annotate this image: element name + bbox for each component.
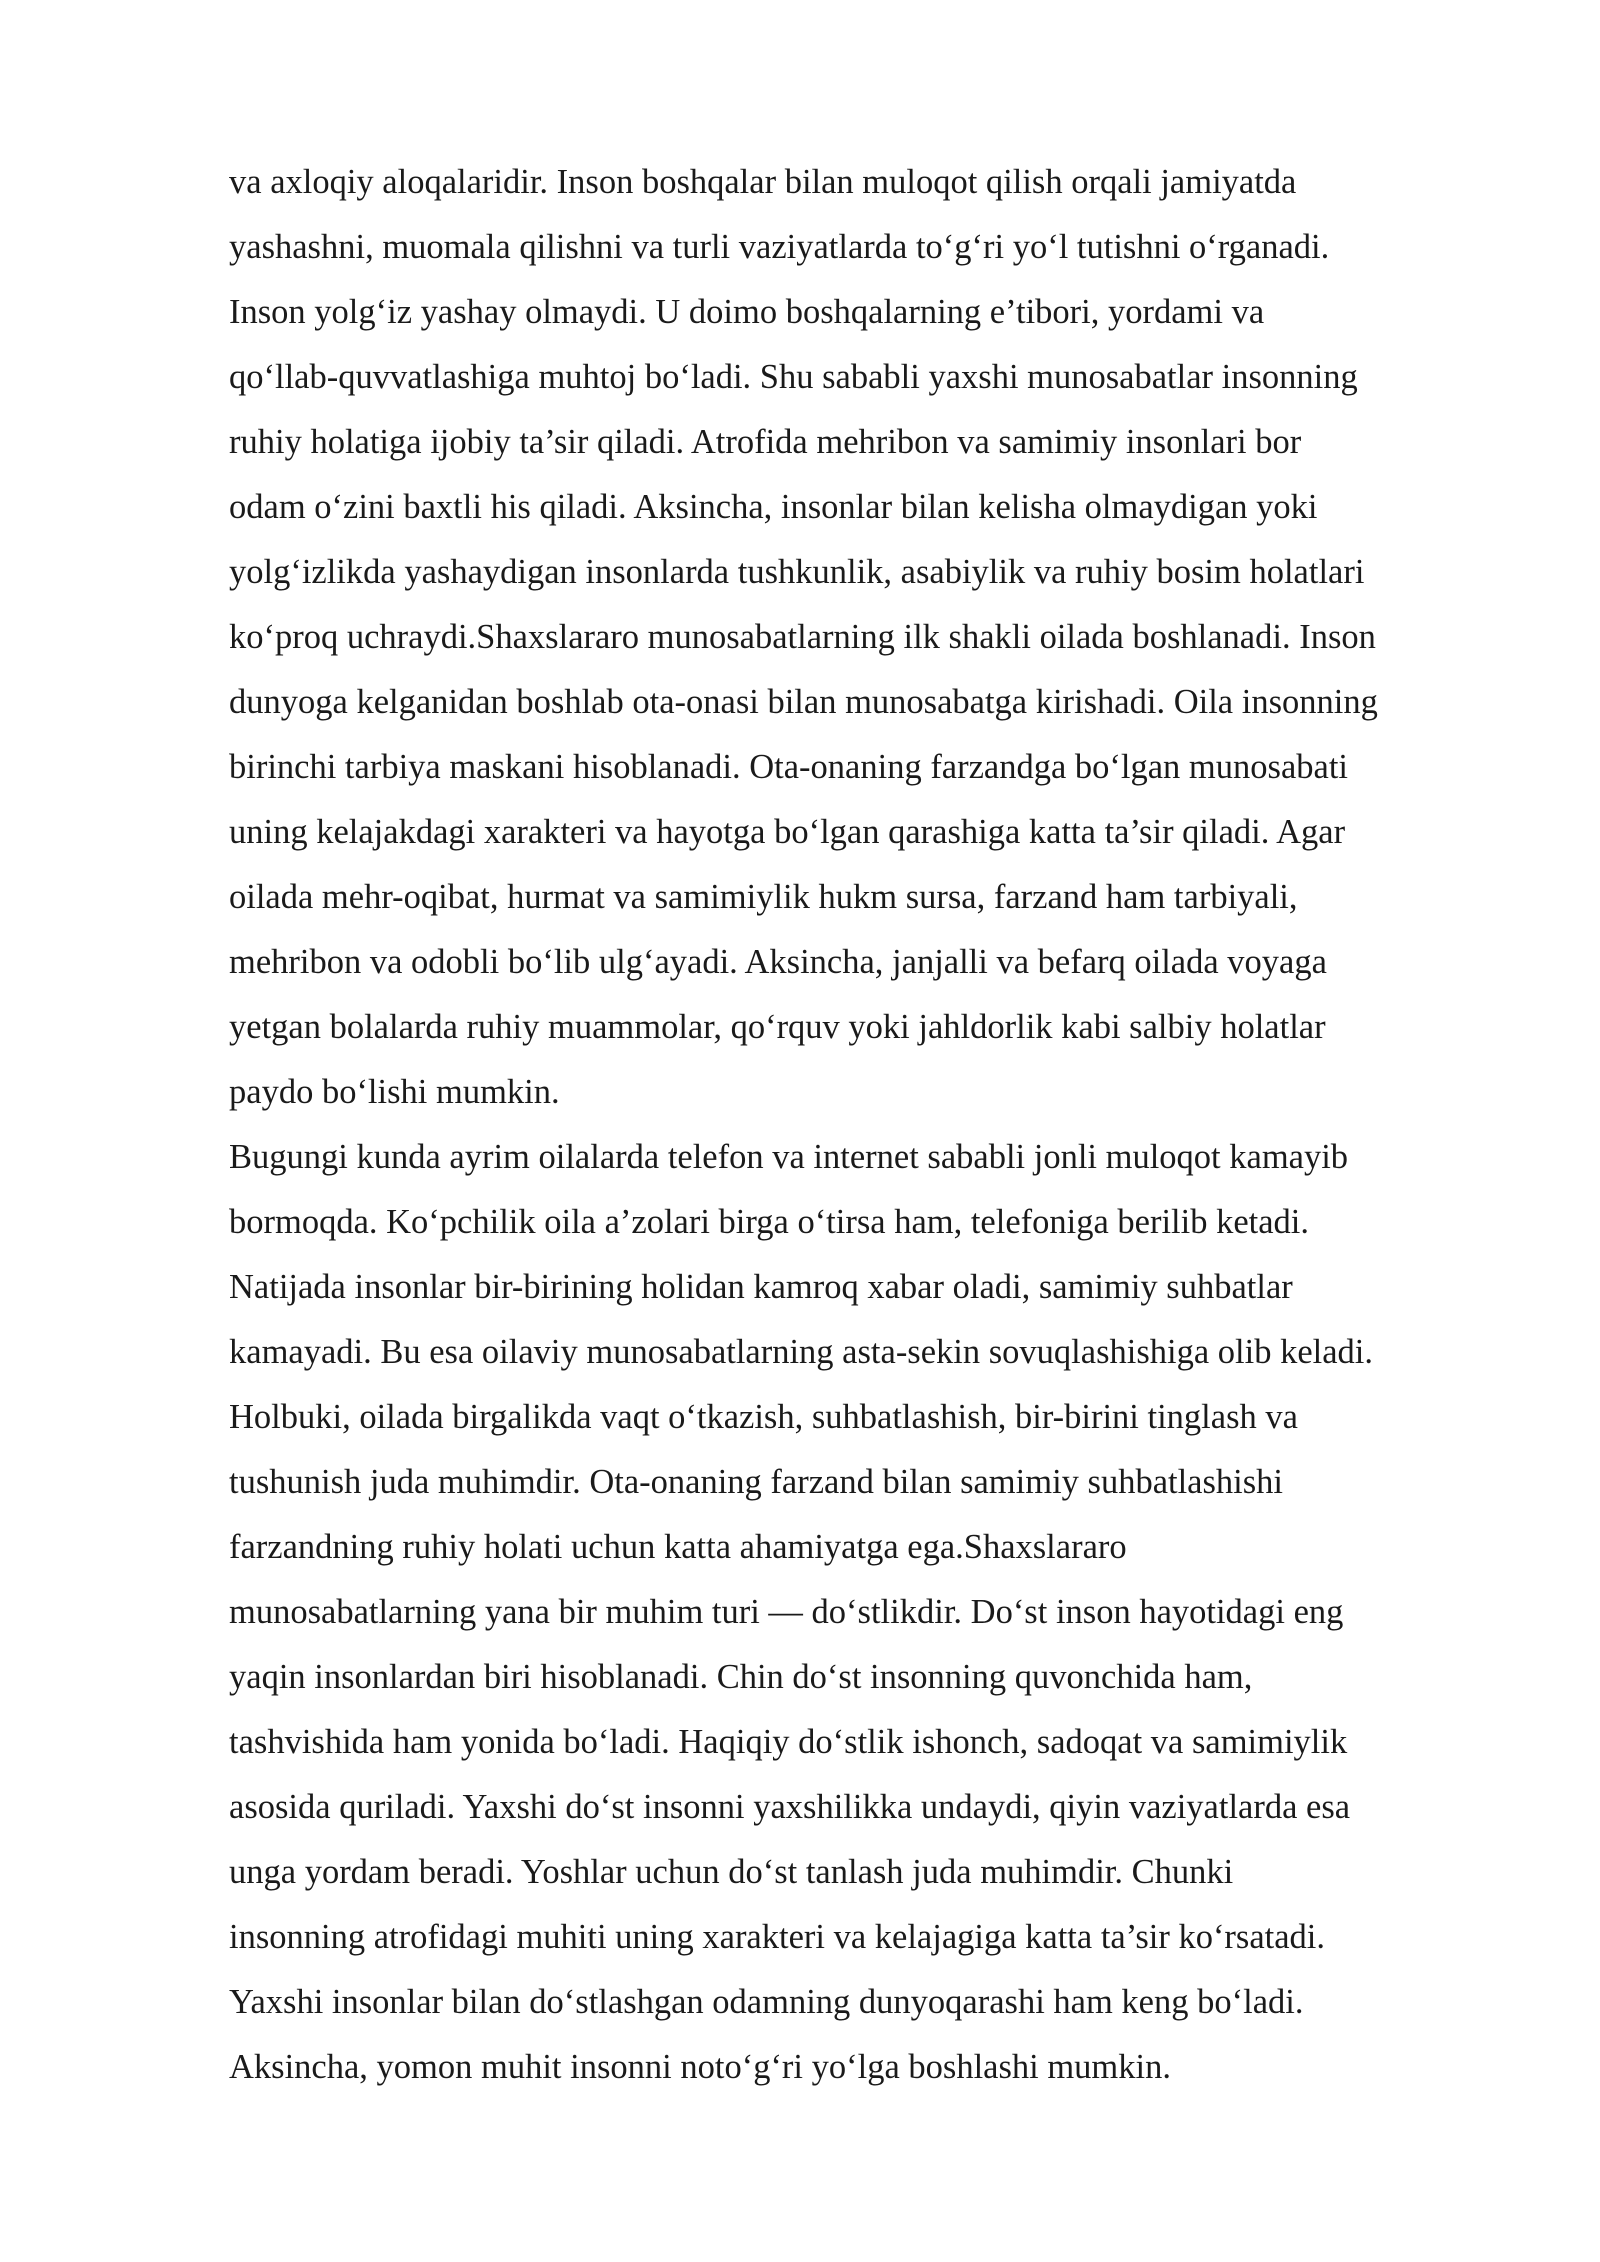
text-line: tashvishida ham yonida bo‘ladi. Haqiqiy do‘stlik ishonch, sadoqat va samimiylik bbox=[229, 1723, 1348, 1761]
text-line: va axloqiy aloqalaridir. Inson boshqalar bilan muloqot qilish orqali jamiyatda bbox=[229, 163, 1297, 201]
text-line: mehribon va odobli bo‘lib ulg‘ayadi. Aksincha, janjalli va befarq oilada voyaga bbox=[229, 943, 1327, 981]
text-line: oilada mehr-oqibat, hurmat va samimiylik hukm sursa, farzand ham tarbiyali, bbox=[229, 878, 1298, 916]
text-line: ruhiy holatiga ijobiy ta’sir qiladi. Atrofida mehribon va samimiy insonlari bor bbox=[229, 423, 1302, 461]
text-line: yaqin insonlardan biri hisoblanadi. Chin do‘st insonning quvonchida ham, bbox=[229, 1658, 1253, 1696]
text-line: insonning atrofidagi muhiti uning xarakteri va kelajagiga katta ta’sir ko‘rsatadi. bbox=[229, 1918, 1326, 1956]
text-line: Aksincha, yomon muhit insonni noto‘g‘ri yo‘lga boshlashi mumkin. bbox=[229, 2048, 1171, 2086]
text-line: tushunish juda muhimdir. Ota-onaning farzand bilan samimiy suhbatlashishi bbox=[229, 1463, 1284, 1501]
text-line: farzandning ruhiy holati uchun katta ahamiyatga ega.Shaxslararo bbox=[229, 1528, 1127, 1566]
text-line: bormoqda. Ko‘pchilik oila a’zolari birga o‘tirsa ham, telefoniga berilib ketadi. bbox=[229, 1203, 1310, 1241]
text-line: kamayadi. Bu esa oilaviy munosabatlarning asta-sekin sovuqlashishiga olib keladi. bbox=[229, 1333, 1374, 1371]
text-line: yolg‘izlikda yashaydigan insonlarda tushkunlik, asabiylik va ruhiy bosim holatlari bbox=[229, 553, 1365, 591]
body-text bbox=[229, 150, 1529, 2100]
text-line: ko‘proq uchraydi.Shaxslararo munosabatlarning ilk shakli oilada boshlanadi. Inson bbox=[229, 618, 1376, 656]
text-line: qo‘llab-quvvatlashiga muhtoj bo‘ladi. Shu sababli yaxshi munosabatlar insonning bbox=[229, 358, 1358, 396]
text-line: Yaxshi insonlar bilan do‘stlashgan odamning dunyoqarashi ham keng bo‘ladi. bbox=[229, 1983, 1304, 2021]
text-line: Holbuki, oilada birgalikda vaqt o‘tkazish, suhbatlashish, bir-birini tinglash va bbox=[229, 1398, 1298, 1436]
text-line: yetgan bolalarda ruhiy muammolar, qo‘rquv yoki jahldorlik kabi salbiy holatlar bbox=[229, 1008, 1326, 1046]
text-line: uning kelajakdagi xarakteri va hayotga bo‘lgan qarashiga katta ta’sir qiladi. Agar bbox=[229, 813, 1346, 851]
text-line: Inson yolg‘iz yashay olmaydi. U doimo boshqalarning e’tibori, yordami va bbox=[229, 293, 1265, 331]
text-line: munosabatlarning yana bir muhim turi — do‘stlikdir. Do‘st inson hayotidagi eng bbox=[229, 1593, 1344, 1631]
text-line: paydo bo‘lishi mumkin. bbox=[229, 1073, 560, 1111]
text-line: yashashni, muomala qilishni va turli vaziyatlarda to‘g‘ri yo‘l tutishni o‘rganadi. bbox=[229, 228, 1330, 266]
text-line: odam o‘zini baxtli his qiladi. Aksincha, insonlar bilan kelisha olmaydigan yoki bbox=[229, 488, 1318, 526]
text-line: dunyoga kelganidan boshlab ota-onasi bilan munosabatga kirishadi. Oila insonning bbox=[229, 683, 1378, 721]
text-line: Bugungi kunda ayrim oilalarda telefon va internet sababli jonli muloqot kamayib bbox=[229, 1138, 1349, 1176]
text-line: birinchi tarbiya maskani hisoblanadi. Ota-onaning farzandga bo‘lgan munosabati bbox=[229, 748, 1348, 786]
text-line: unga yordam beradi. Yoshlar uchun do‘st tanlash juda muhimdir. Chunki bbox=[229, 1853, 1234, 1891]
text-line: Natijada insonlar bir-birining holidan kamroq xabar oladi, samimiy suhbatlar bbox=[229, 1268, 1293, 1306]
text-line: asosida quriladi. Yaxshi do‘st insonni yaxshilikka undaydi, qiyin vaziyatlarda esa bbox=[229, 1788, 1351, 1826]
